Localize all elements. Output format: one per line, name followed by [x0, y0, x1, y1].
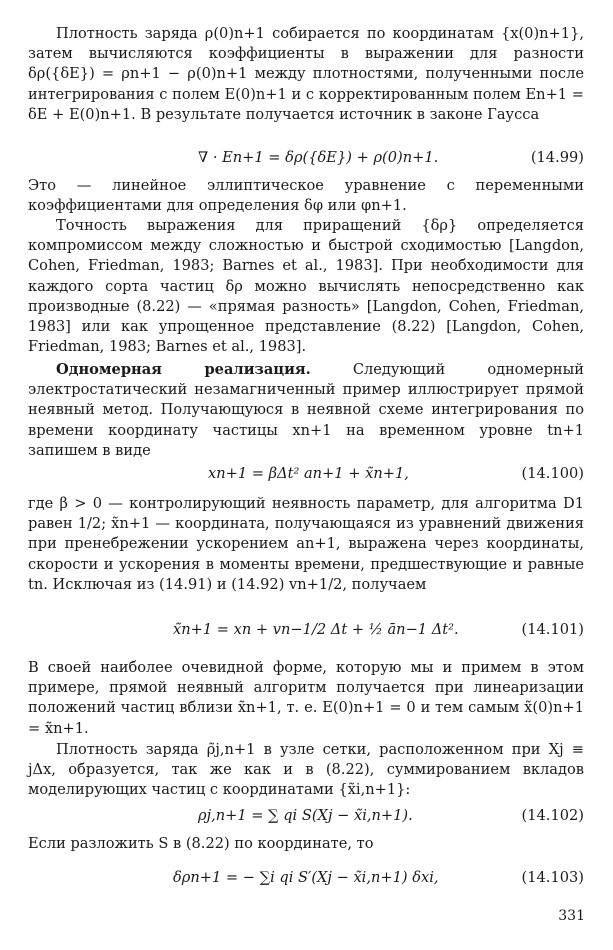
paragraph-2: Это — линейное эллиптическое уравнение с переменными коэффициентами для определения δφ или φn+1.: [28, 177, 584, 215]
equation-14-102: [28, 806, 584, 832]
page-number: 331: [558, 908, 585, 924]
equation-14-102-expression: ρj,n+1 = ∑ qi S(Xj − x̃i,n+1).: [198, 807, 413, 824]
equation-14-103: [28, 868, 584, 894]
equation-14-100-expression: xn+1 = βΔt² an+1 + x̃n+1,: [208, 465, 409, 482]
equation-14-102-number: (14.102): [521, 807, 584, 824]
paragraph-8: Если разложить S в (8.22) по координате, то: [28, 835, 374, 852]
section-heading: Одномерная реализация.: [56, 361, 311, 378]
equation-14-101-number: (14.101): [521, 621, 584, 638]
paragraph-7: Плотность заряда ρ̃j,n+1 в узле сетки, расположенном при Xj ≡ jΔx, образуется, так же как и в (8.22), суммированием вкладов моделирующих частиц с координатами {x̃i,n+1}:: [28, 741, 584, 799]
equation-14-100: [28, 464, 584, 490]
paragraph-4: [28, 360, 584, 461]
paragraph-1: Плотность заряда ρ(0)n+1 собирается по координатам {x(0)n+1}, затем вычисляются коэффициенты в выражении для разности δρ({δE}) = ρn+1 − ρ(0)n+1 между плотностями, полученными после интегрирования с полем E(0)n+1 и с корректированным полем En+1 = δE + E(0)n+1. В результате получается источник в законе Гаусса: [28, 25, 584, 123]
equation-14-103-expression: δρn+1 = − ∑i qi S′(Xj − x̃i,n+1) δxi,: [173, 869, 439, 886]
equation-14-99-number: (14.99): [530, 149, 584, 166]
equation-14-100-number: (14.100): [521, 465, 584, 482]
equation-14-103-number: (14.103): [521, 869, 584, 886]
paragraph-4-text: Следующий одномерный электростатический незамагниченный пример иллюстрирует прямой неявный метод. Получающуюся в неявной схеме интегрирования по времени координату частицы xn+1 на временном уровне tn+1 запишем в виде: [28, 361, 584, 459]
equation-14-101: [28, 620, 584, 646]
equation-14-99-expression: ∇ · En+1 = δρ({δE}) + ρ(0)n+1.: [198, 149, 439, 166]
paragraph-5: где β > 0 — контролирующий неявность параметр, для алгоритма D1 равен 1/2; x̃n+1 — координата, получающаяся из уравнений движения при пренебрежении ускорением an+1, выражена через координаты, скорости и ускорения в моменты времени, предшествующие и равные tn. Исключая из (14.91) и (14.92) vn+1/2, получаем: [28, 495, 584, 593]
paragraph-6: В своей наиболее очевидной форме, которую мы и примем в этом примере, прямой неявный алгоритм получается при линеаризации положений частиц вблизи x̃n+1, т. е. E(0)n+1 = 0 и тем самым x̃(0)n+1 = x̃n+1.: [28, 659, 584, 737]
equation-14-101-expression: x̃n+1 = xn + vn−1/2 Δt + ½ ān−1 Δt².: [173, 621, 459, 638]
paragraph-3: Точность выражения для приращений {δρ} определяется компромиссом между сложностью и быстрой сходимостью [Langdon, Cohen, Friedman, 1983; Barnes et al., 1983]. При необходимости для каждого сорта частиц δρ можно вычислять непосредственно как производные (8.22) — «прямая разность» [Langdon, Cohen, Friedman, 1983] или как упрощенное представление (8.22) [Langdon, Cohen, Friedman, 1983; Barnes et al., 1983].: [28, 217, 584, 356]
equation-14-99: [28, 148, 584, 174]
